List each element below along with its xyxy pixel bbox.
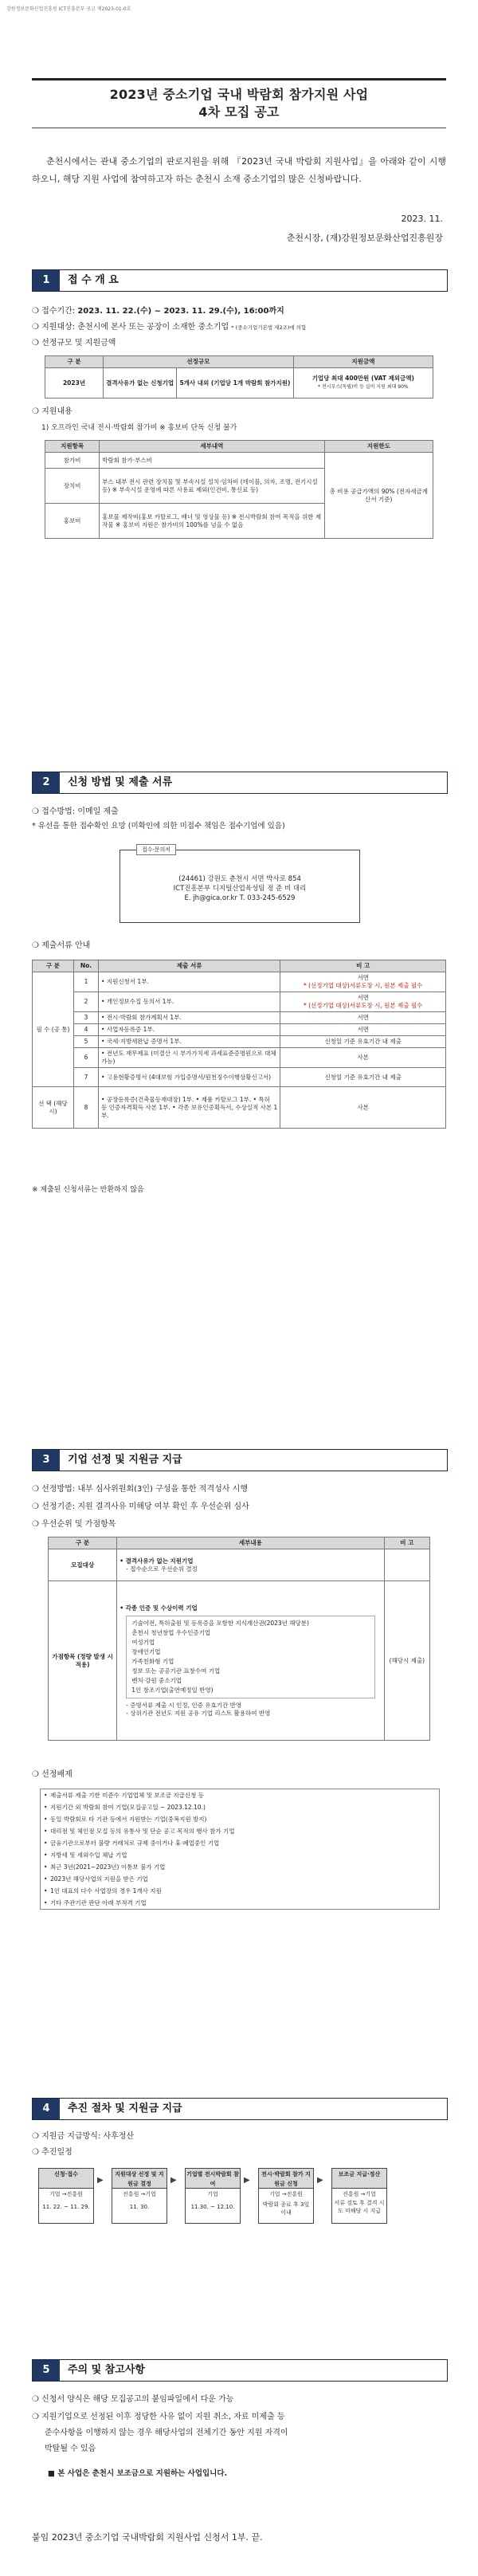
attachment-line[interactable]: 붙임 2023년 중소기업 국내박람회 지원사업 신청서 1부. 끝.	[32, 2532, 263, 2543]
doc-remark: 서면	[280, 1012, 446, 1024]
title-line-2: 4차 모집 공고	[198, 104, 280, 120]
notice-date: 2023. 11.	[401, 214, 443, 224]
priority-title: ❍ 우선순위 및 가점항목	[32, 1520, 116, 1529]
td-year: 2023년	[45, 368, 104, 399]
flow-step	[258, 2168, 314, 2224]
scale-line: ❍ 선정규모 및 지원금액	[32, 339, 116, 348]
th-item: 지원항목	[45, 441, 100, 453]
bonus-item: 춘천시 청년창업 우수인증기업	[131, 1628, 211, 1636]
subsidy-note: ■ 본 사업은 춘천시 보조금으로 지원하는 사업입니다.	[48, 2469, 228, 2478]
th-remark: 비 고	[384, 1537, 429, 1549]
notice-line-2a: ❍ 지원기업으로 선정된 이후 정당한 사유 없이 지원 취소, 자료 미제출 등	[32, 2413, 285, 2421]
th-remark: 비 고	[280, 960, 446, 972]
doc-name: • 전년도 재무제표 (미결산 시 부가가치세 과세표준증명원으로 대체 가능)	[99, 1048, 280, 1068]
flow-step-body	[185, 2189, 241, 2224]
doc-name: • 전시·박람회 참가계획서 1부.	[99, 1012, 280, 1024]
flow-step-title: 지원대상 선정 및 지원금 결정	[112, 2168, 167, 2189]
doc-remark: 신청일 기준 유효기간 내 제출	[280, 1068, 446, 1087]
doc-remark-type: 서면	[357, 994, 369, 1001]
exclusion-item: • 2023년 해당사업의 지원을 받은 기업	[41, 1873, 439, 1885]
schedule-flow	[32, 2168, 446, 2224]
td-detail-fee: 박람회 참가·부스비	[100, 453, 324, 469]
td-item-fee: 참가비	[45, 453, 100, 469]
doc-name: • 고용현황증명서 (4대보험 가입증명서/원천징수이행상황신고서)	[99, 1068, 280, 1087]
notice-line-2b: 준수사항을 이행하지 않는 경우 해당사업의 전체기간 동안 지원 자격이	[45, 2429, 288, 2437]
td-detail-promo: 홍보물 제작비(홍보 카탈로그, 배너 및 영상물 등) ※ 전시박람회 참여 목적을 위한 제작물 ※ 홍보비 지원은 참가비의 100%를 넘을 수 없음	[100, 504, 324, 539]
doc-remark-note: * (선정기업 대상)서류도장 시, 원본 제출 필수	[303, 982, 423, 989]
flow-step-title: 기업별 전시박람회 참여	[185, 2168, 241, 2189]
flow-actor: 기업	[207, 2191, 218, 2197]
td-bonus-detail	[117, 1581, 384, 1741]
td-count: 5개사 내외 (기업당 1개 박람회 참가지원)	[177, 368, 293, 399]
docs-table	[32, 960, 446, 1129]
doc-remark: 서면	[280, 1024, 446, 1036]
doc-no: 6	[73, 1048, 98, 1068]
cat-optional: 선 택 (해당시)	[33, 1087, 74, 1129]
period-line	[32, 306, 446, 317]
td-limit: 총 비용 공급가액의 90% (전자세금계산서 기준)	[324, 453, 433, 539]
section-number: 3	[33, 1450, 60, 1471]
doc-name: • 지원신청서 1부.	[99, 972, 280, 992]
td-target-remark	[384, 1549, 429, 1581]
doc-name: • 공장등록증(건축물등재대장) 1부. • 제품 카탈로그 1부. • 특허 등 인증자격획득 사본 1부. • 각종 보유인증획득서, 수상실적 사본 1부.	[99, 1087, 280, 1129]
flow-step-body	[258, 2189, 314, 2224]
flow-date: 서류 검토 후 결격 시도 미해당 시 지급	[334, 2200, 385, 2214]
section-5-header	[32, 2359, 448, 2382]
contact-tab: 접수·문의처	[136, 844, 176, 855]
section-number: 1	[33, 270, 60, 291]
flow-step-body	[331, 2189, 387, 2224]
flow-arrow-icon: ▶	[97, 2176, 104, 2185]
contact-box	[120, 846, 360, 923]
contact-org: ICT진흥본부 디지털산업육성팀 정 준 비 대리	[173, 885, 307, 893]
docs-footnote: ※ 제출된 신청서류는 반환하지 않음	[32, 1186, 144, 1194]
title-rule-top	[32, 78, 446, 80]
flow-step	[185, 2168, 241, 2224]
amount-note: * 전시부스(독립)비 등 실비 지원 최대 90%	[318, 384, 409, 390]
bonus-tail: - 상위기관 전년도 지원 공유 기업 리스트 활용하여 반영	[126, 1709, 271, 1717]
exclusion-item: • 동일 박람회로 타 기관 등에서 지원받는 기업(중복지원 방지)	[41, 1813, 439, 1825]
bonus-item: 가족친화형 기업	[131, 1657, 174, 1665]
td-detail-device: 부스 내부 전시 관련 장치물 및 부속시설 설치·임차비 (테이블, 의자, 조명, 전기시설 등) ※ 부속시설 운영에 따른 사용료 제외(인건비, 통신료 등)	[100, 469, 324, 504]
exclusion-item: • 제출서류 제출 기한 미준수 기업업체 및 보조금 지급신청 등	[41, 1789, 439, 1801]
doc-no: 5	[73, 1036, 98, 1048]
flow-arrow-icon: ▶	[244, 2176, 250, 2185]
period-value: 2023. 11. 22.(수) ~ 2023. 11. 29.(수), 16:00까지	[77, 307, 284, 316]
bonus-item: 1인 창조기업(출연예정일 반영)	[131, 1686, 214, 1694]
doc-name: • 개인정보수집 동의서 1부.	[99, 992, 280, 1012]
bonus-item: 기술이전, 특허출원 및 등록증을 포함한 지식재산권(2023년 해당분)	[131, 1619, 309, 1627]
exclusion-item: • 지방세 및 세외수입 체납 기업	[41, 1849, 439, 1861]
doc-remark-note: * (선정기업 대상)서류도장 시, 원본 제출 필수	[303, 1002, 423, 1009]
td-item-promo: 홍보비	[45, 504, 100, 539]
doc-no: 2	[73, 992, 98, 1012]
exclusion-item: • 지원기간 외 박람회 참여 기업(모집공고일 ~ 2023.12.10.)	[41, 1801, 439, 1813]
method-note: * 유선을 통한 접수확인 요망 (미확인에 의한 미접수 책임은 접수기업에 있음)	[32, 822, 285, 831]
doc-no: 7	[73, 1068, 98, 1087]
exclusion-item: • 최근 3년(2021~2023년) 이통보 불가 기업	[41, 1861, 439, 1873]
exclusion-list	[40, 1789, 440, 1910]
td-eligible: 결격사유가 없는 신청기업	[104, 368, 177, 399]
doc-name: • 사업자등록증 1부.	[99, 1024, 280, 1036]
doc-no: 8	[73, 1087, 98, 1129]
exclusion-title: ❍ 선정배제	[32, 1770, 72, 1779]
td-bonus-cat: 가점항목 (정량 발생 시 적용)	[49, 1581, 117, 1741]
method-line: ❍ 접수방법: 이메일 제출	[32, 807, 119, 816]
select-criteria: ❍ 선정기준: 지원 결격사유 미해당 여부 확인 후 우선순위 심사	[32, 1502, 249, 1511]
flow-date: 11. 22. ~ 11. 29.	[42, 2204, 90, 2210]
flow-step-body	[38, 2189, 94, 2224]
doc-remark	[280, 972, 446, 992]
target-line	[32, 322, 446, 333]
flow-step-title: 신청·접수	[38, 2168, 94, 2189]
section-2-header	[32, 772, 448, 794]
period-label: ❍ 접수기간:	[32, 307, 78, 316]
exclusion-item: • 기타 주관기관 판단 아래 부적격 기업	[41, 1897, 439, 1909]
flow-step-title: 보조금 지급·정산	[331, 2168, 387, 2189]
priority-table	[48, 1537, 430, 1741]
bonus-head: • 각종 인증 및 수상이력 기업	[120, 1604, 198, 1612]
section-number: 2	[33, 772, 60, 793]
exclusion-item: • 금융기관으로부터 불량 거래처로 규제 중이거나 휴·폐업중인 기업	[41, 1837, 439, 1849]
support-table	[45, 440, 433, 539]
notice-line-1: ❍ 신청서 양식은 해당 모집공고의 붙임파일에서 다운 가능	[32, 2395, 234, 2404]
flow-actor: 기업 →진흥원	[269, 2191, 303, 2197]
flow-step-title: 전시·박람회 참가 지원금 신청	[258, 2168, 314, 2189]
content-line: ❍ 지원내용	[32, 407, 72, 416]
header-note: 강원정보문화산업진흥원 ICT진흥본부 공고 제2023-01-0호	[6, 6, 131, 12]
docs-title: ❍ 제출서류 안내	[32, 941, 91, 950]
intro-paragraph: 춘천시에서는 관내 중소기업의 판로지원을 위해 『2023년 국내 박람회 지원사업』을 아래와 같이 시행하오니, 해당 지원 사업에 참여하고자 하는 춘천시 소재 중소기업의 많은 신청바랍니다.	[32, 156, 446, 184]
doc-remark: 사본	[280, 1048, 446, 1068]
td-target-cat: 모집대상	[49, 1549, 117, 1581]
th-amount: 지원금액	[293, 356, 433, 368]
doc-remark: 신청일 기준 유효기간 내 제출	[280, 1036, 446, 1048]
doc-remark	[280, 992, 446, 1012]
th-no: No.	[73, 960, 98, 972]
doc-name: • 국세·지방세완납 증명서 1부.	[99, 1036, 280, 1048]
notice-signer: 춘천시장, (재)강원정보문화산업진흥원장	[286, 233, 443, 243]
th-doc: 제출 서류	[99, 960, 280, 972]
th-limit: 지원한도	[324, 441, 433, 453]
content-sub: 1) 오프라인 국내 전시·박람회 참가비 ※ 홍보비 단독 신청 불가	[41, 424, 237, 432]
payment-line: ❍ 지원금 지급방식: 사후정산	[32, 2132, 135, 2141]
scale-table	[45, 355, 433, 399]
exclusion-item: • 1인 대표의 다수 사업장의 경우 1개사 지원	[41, 1885, 439, 1897]
bonus-item: 벤처·강원 중소기업	[131, 1676, 182, 1684]
target-sub: - 접수순으로 우선순위 결정	[126, 1565, 198, 1573]
title-block	[0, 86, 478, 121]
section-number: 5	[33, 2360, 60, 2381]
target-note: * (중소기업기본법 제2조)에 의함	[231, 324, 307, 331]
flow-date: 11. 30.	[129, 2204, 150, 2210]
th-category: 구 분	[45, 356, 104, 368]
target-main: • 결격사유가 없는 지원기업	[120, 1557, 194, 1565]
section-title: 신청 방법 및 제출 서류	[68, 776, 173, 788]
td-amount	[293, 368, 433, 399]
flow-actor: 진흥원 →기업	[123, 2191, 156, 2197]
flow-step	[112, 2168, 167, 2224]
section-number: 4	[33, 2099, 60, 2119]
flow-step-body	[112, 2189, 167, 2224]
td-target-detail	[117, 1549, 384, 1581]
notice-line-2c: 박탈될 수 있음	[45, 2444, 96, 2453]
section-title: 주의 및 참고사항	[68, 2364, 145, 2376]
flow-step	[331, 2168, 387, 2224]
title-line-1: 2023년 중소기업 국내 박람회 참가지원 사업	[109, 87, 369, 102]
flow-date: 박람회 종료 후 3일 이내	[262, 2201, 310, 2216]
target-text: ❍ 지원대상: 춘천시에 본사 또는 공장이 소재한 중소기업	[32, 323, 229, 332]
bonus-item: 장애인기업	[131, 1647, 161, 1655]
th-detail: 세부내역	[100, 441, 324, 453]
section-1-header	[32, 269, 448, 292]
schedule-title: ❍ 추진일정	[32, 2148, 72, 2157]
flow-step	[38, 2168, 94, 2224]
doc-no: 3	[73, 1012, 98, 1024]
bonus-item: 여성기업	[131, 1638, 155, 1646]
cat-required: 필 수 (공 통)	[33, 972, 74, 1087]
contact-mail[interactable]: E. jh@gica.or.kr T. 033-245-6529	[184, 894, 296, 902]
contact-address: (24461) 강원도 춘천시 서면 박사로 854	[178, 875, 301, 883]
section-4-header	[32, 2098, 448, 2120]
flow-actor: 기업 →진흥원	[49, 2191, 83, 2197]
td-item-device: 장치비	[45, 469, 100, 504]
contact-text	[120, 874, 359, 903]
th-cat: 구 분	[33, 960, 74, 972]
exclusion-item: • 대리점 및 체인점 모집 등의 유통사 및 단순 공고 목적의 행사 참가 기업	[41, 1825, 439, 1837]
flow-actor: 진흥원 →기업	[343, 2191, 376, 2197]
bonus-list	[126, 1616, 374, 1698]
td-bonus-remark: (해당시 제출)	[384, 1581, 429, 1741]
section-title: 추진 절차 및 지원금 지급	[68, 2103, 182, 2115]
bonus-tail: - 증빙서류 제출 시 인정, 인증 유효기간 반영	[126, 1701, 242, 1709]
th-detail: 세부내용	[117, 1537, 384, 1549]
section-3-header	[32, 1449, 448, 1471]
doc-no: 1	[73, 972, 98, 992]
flow-arrow-icon: ▶	[317, 2176, 323, 2185]
bonus-item: 정보 또는 공공기관 표창수여 기업	[131, 1667, 221, 1675]
section-title: 접 수 개 요	[68, 274, 119, 286]
flow-date: 11.30. ~ 12.10.	[190, 2204, 235, 2210]
th-scale: 선정규모	[104, 356, 294, 368]
doc-no: 4	[73, 1024, 98, 1036]
th-cat: 구 분	[49, 1537, 117, 1549]
doc-remark-type: 서면	[357, 974, 369, 981]
amount-main: 기업당 최대 400만원 (VAT 제외금액)	[311, 375, 414, 382]
section-title: 기업 선정 및 지원금 지급	[68, 1454, 182, 1466]
doc-remark: 사본	[280, 1087, 446, 1129]
select-method: ❍ 선정방법: 내부 심사위원회(3인) 구성을 통한 적격성사 시행	[32, 1485, 248, 1494]
flow-arrow-icon: ▶	[170, 2176, 177, 2185]
